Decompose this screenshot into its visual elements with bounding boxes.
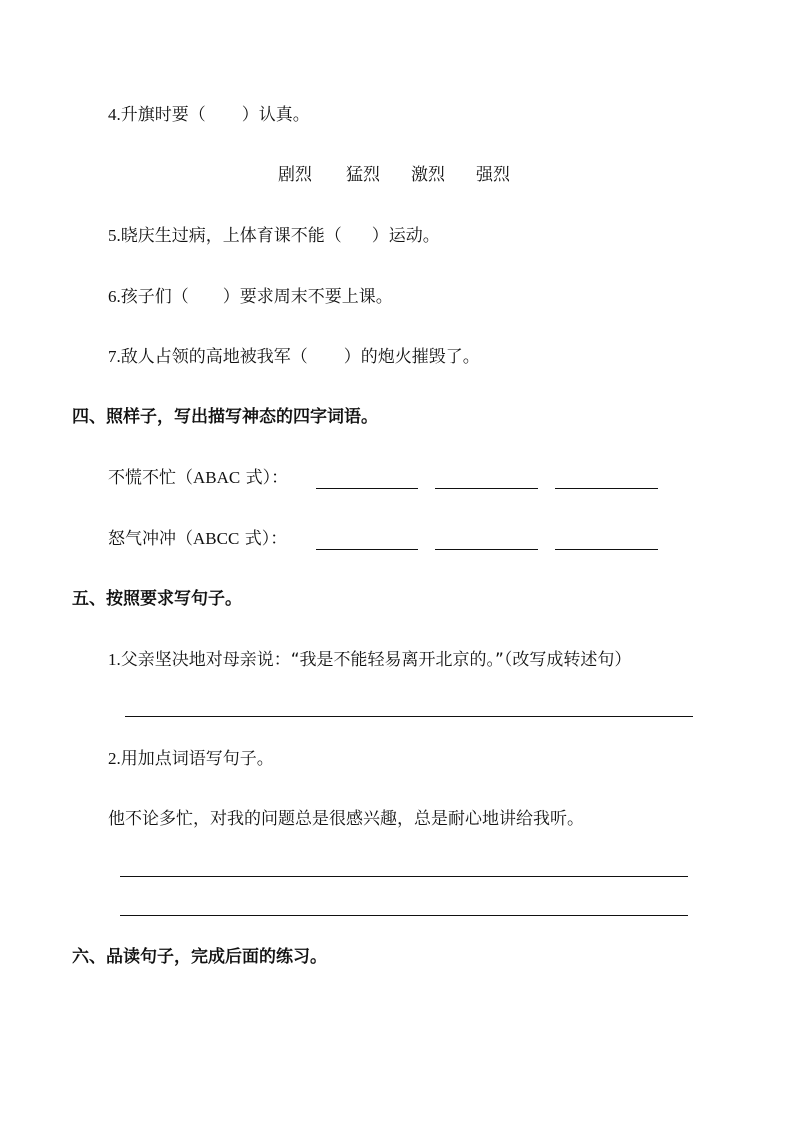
example-word: 怒气冲冲（: [108, 529, 193, 549]
answer-line[interactable]: [435, 549, 538, 550]
question-text-before: 升旗时要（: [120, 105, 206, 125]
word-choice: 激烈: [411, 165, 445, 185]
section-6-heading: 六、品读句子，完成后面的练习。: [72, 947, 327, 967]
word-choice: 强烈: [476, 165, 510, 185]
question-number: 4.: [108, 105, 121, 124]
question-number: 7.: [108, 347, 121, 366]
question-text-before: 敌人占领的高地被我军（: [120, 347, 308, 367]
pattern-label: ABAC: [193, 468, 241, 487]
word-choice: 猛烈: [346, 165, 380, 185]
question-number: 1.: [108, 650, 121, 669]
question-text-after: ）的炮火摧毁了。: [343, 347, 480, 367]
section-5-heading: 五、按照要求写句子。: [72, 589, 242, 609]
section-5-question-2: [108, 748, 274, 770]
question-number: 6.: [108, 287, 121, 306]
question-number: 5.: [108, 226, 121, 245]
pattern-label: ABCC: [193, 529, 240, 548]
question-7: [108, 346, 480, 368]
answer-line[interactable]: [435, 488, 538, 489]
section-5-question-1: [108, 649, 631, 671]
answer-line[interactable]: [555, 488, 658, 489]
question-5: [108, 225, 440, 247]
answer-line[interactable]: [125, 716, 693, 717]
answer-line[interactable]: [120, 915, 688, 916]
answer-line[interactable]: [555, 549, 658, 550]
question-text-before: 晓庆生过病，上体育课不能（: [120, 226, 342, 246]
answer-line[interactable]: [316, 488, 418, 489]
pattern-suffix: 式）：: [239, 529, 288, 549]
question-text-before: 孩子们（: [120, 287, 189, 307]
question-text-after: ）运动。: [371, 226, 440, 246]
question-6: [108, 286, 393, 308]
example-word: 不慌不忙（: [108, 468, 193, 488]
question-4: [108, 104, 310, 126]
question-number: 2.: [108, 749, 121, 768]
word-choice: 剧烈: [278, 165, 312, 185]
question-text-after: ）认真。: [241, 105, 310, 125]
idiom-row-abcc: [108, 528, 287, 550]
idiom-row-abac: [108, 467, 288, 489]
example-sentence: 他不论多忙，对我的问题总是很感兴趣，总是耐心地讲给我听。: [108, 809, 584, 829]
answer-line[interactable]: [120, 876, 688, 877]
pattern-suffix: 式）：: [240, 468, 289, 488]
question-text: 父亲坚决地对母亲说：“我是不能轻易离开北京的。”（改写成转述句）: [120, 650, 632, 670]
question-text-after: ）要求周末不要上课。: [222, 287, 393, 307]
section-4-heading: 四、照样子，写出描写神态的四字词语。: [72, 407, 378, 427]
question-text: 用加点词语写句子。: [120, 749, 274, 769]
answer-line[interactable]: [316, 549, 418, 550]
